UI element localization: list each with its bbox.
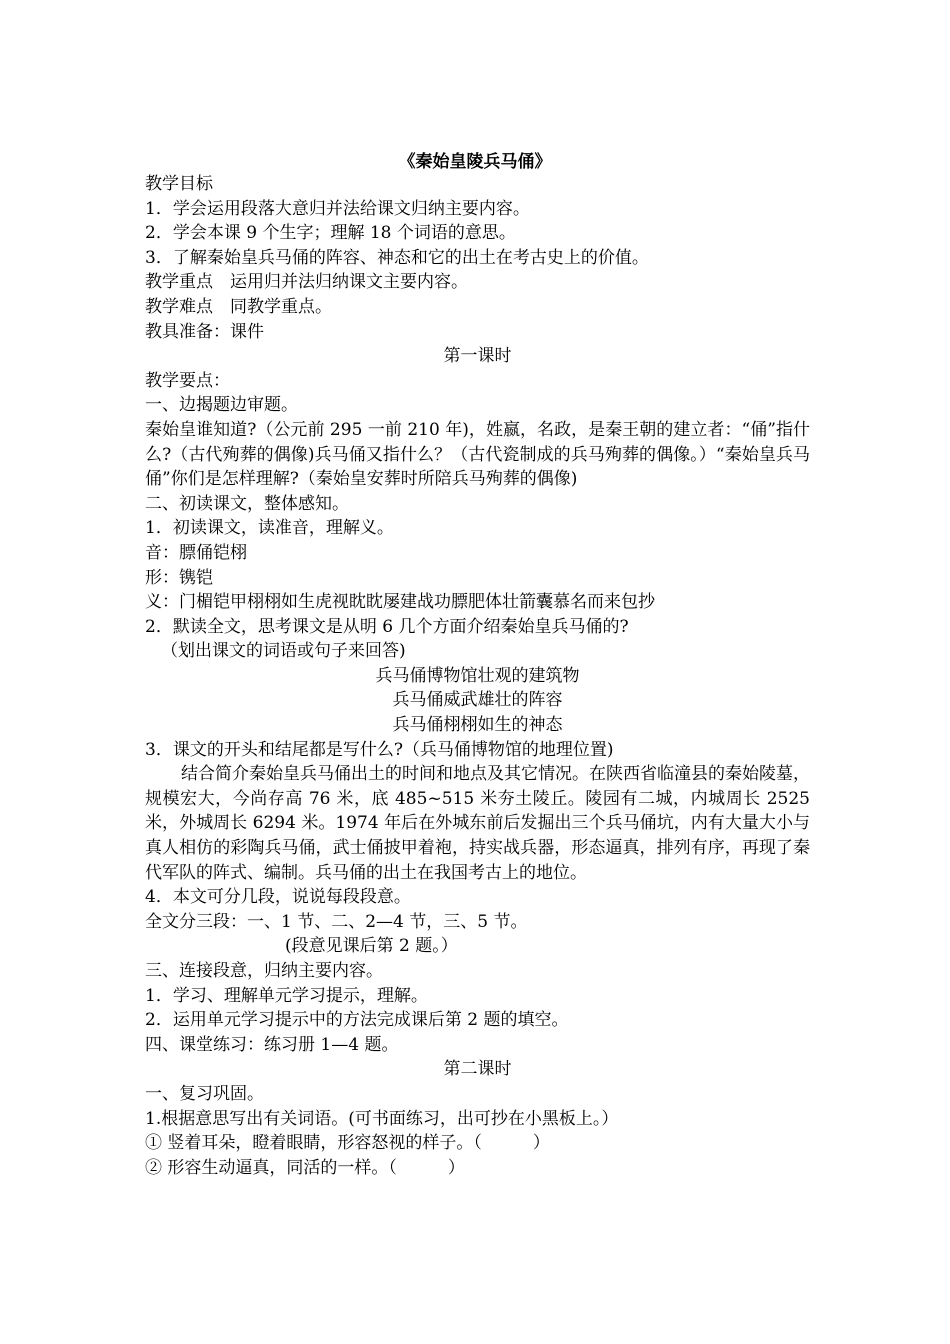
text-line: 三、连接段意，归纳主要内容。	[145, 961, 383, 981]
text-line: 1．初读课文，读准音，理解义。	[145, 518, 394, 539]
section-heading: 兵马俑栩栩如生的神态	[392, 715, 563, 736]
text-line: 一、复习巩固。	[145, 1083, 264, 1104]
document-body	[145, 172, 810, 1180]
text-line: 教具准备：课件	[145, 321, 264, 342]
text-line: 1.根据意思写出有关词语。(可书面练习，出可抄在小黑板上。）	[145, 1108, 619, 1129]
text-line: 四、课堂练习：练习册 1—4 题。	[145, 1034, 399, 1055]
text-line: ① 竖着耳朵，瞪着眼睛，形容怒视的样子。（ ）	[145, 1133, 550, 1154]
section-heading: 兵马俑博物馆壮观的建筑物	[375, 665, 580, 686]
text-line: ② 形容生动逼真，同活的一样。（ ）	[145, 1157, 465, 1178]
text-line: 3．课文的开头和结尾都是写什么?（兵马俑博物馆的地理位置)	[145, 739, 614, 760]
document-title: 《秦始皇陵兵马俑》	[398, 152, 552, 172]
paragraph: 秦始皇谁知道?（公元前 295 一前 210 年)，姓嬴，名政，是秦王朝的建立者：“俑”指什么?（古代殉葬的偶像)兵马俑又指什么？（古代瓷制成的兵马殉葬的偶像。）“秦始皇兵马俑”你们是怎样理解?（秦始皇安葬时所陪兵马殉葬的偶像)	[145, 419, 810, 490]
text-line: 全文分三段：一、1 节、二、2—4 节，三、5 节。	[145, 911, 528, 932]
text-line: 2．默读全文，思考课文是从明 6 几个方面介绍秦始皇兵马俑的?	[145, 616, 629, 637]
text-line: 教学目标	[145, 174, 213, 194]
section-heading: 第二课时	[443, 1059, 512, 1080]
text-line: 教学要点：	[145, 370, 230, 391]
text-line: （划出课文的词语或句子来回答)	[161, 641, 406, 662]
text-line: 1．学习、理解单元学习提示，理解。	[145, 985, 428, 1006]
text-line: 1．学会运用段落大意归并法给课文归纳主要内容。	[145, 198, 530, 219]
paragraph: 结合简介秦始皇兵马俑出土的时间和地点及其它情况。在陕西省临潼县的秦始陵墓，规模宏大，今尚存高 76 米，底 485~515 米夯土陵丘。陵园有二城，内城周长 2525 米，外城周长 6294 米。1974 年后在外城东前后发掘出三个兵马俑坑，内有大量大小与真人相仿的彩陶兵马俑，武士俑披甲着袍，持实战兵器，形态逼真，排列有序，再现了秦代军队的阵式、编制。兵马俑的出土在我国考古上的地位。	[145, 764, 810, 883]
text-line: (段意见课后第 2 题。）	[285, 936, 458, 957]
text-line: 二、初读课文，整体感知。	[145, 493, 349, 514]
text-line: 形：镌铠	[145, 567, 213, 588]
section-heading: 兵马俑威武雄壮的阵容	[392, 690, 563, 711]
text-line: 4．本文可分几段，说说每段段意。	[145, 887, 411, 908]
text-line: 教学难点 同教学重点。	[145, 296, 332, 317]
text-line: 义：门楣铠甲栩栩如生虎视眈眈屡建战功膘肥体壮箭囊慕名而来包抄	[145, 592, 655, 613]
text-line: 3．了解秦始皇兵马俑的阵容、神态和它的出土在考古史上的价值。	[145, 247, 649, 268]
text-line: 教学重点 运用归并法归纳课文主要内容。	[145, 272, 468, 293]
text-line: 音：膘俑铠栩	[145, 542, 247, 563]
section-heading: 第一课时	[443, 346, 512, 367]
text-line: 一、边揭题边审题。	[145, 395, 298, 416]
text-line: 2．学会本课 9 个生字；理解 18 个词语的意思。	[145, 223, 516, 244]
text-line: 2．运用单元学习提示中的方法完成课后第 2 题的填空。	[145, 1010, 569, 1031]
